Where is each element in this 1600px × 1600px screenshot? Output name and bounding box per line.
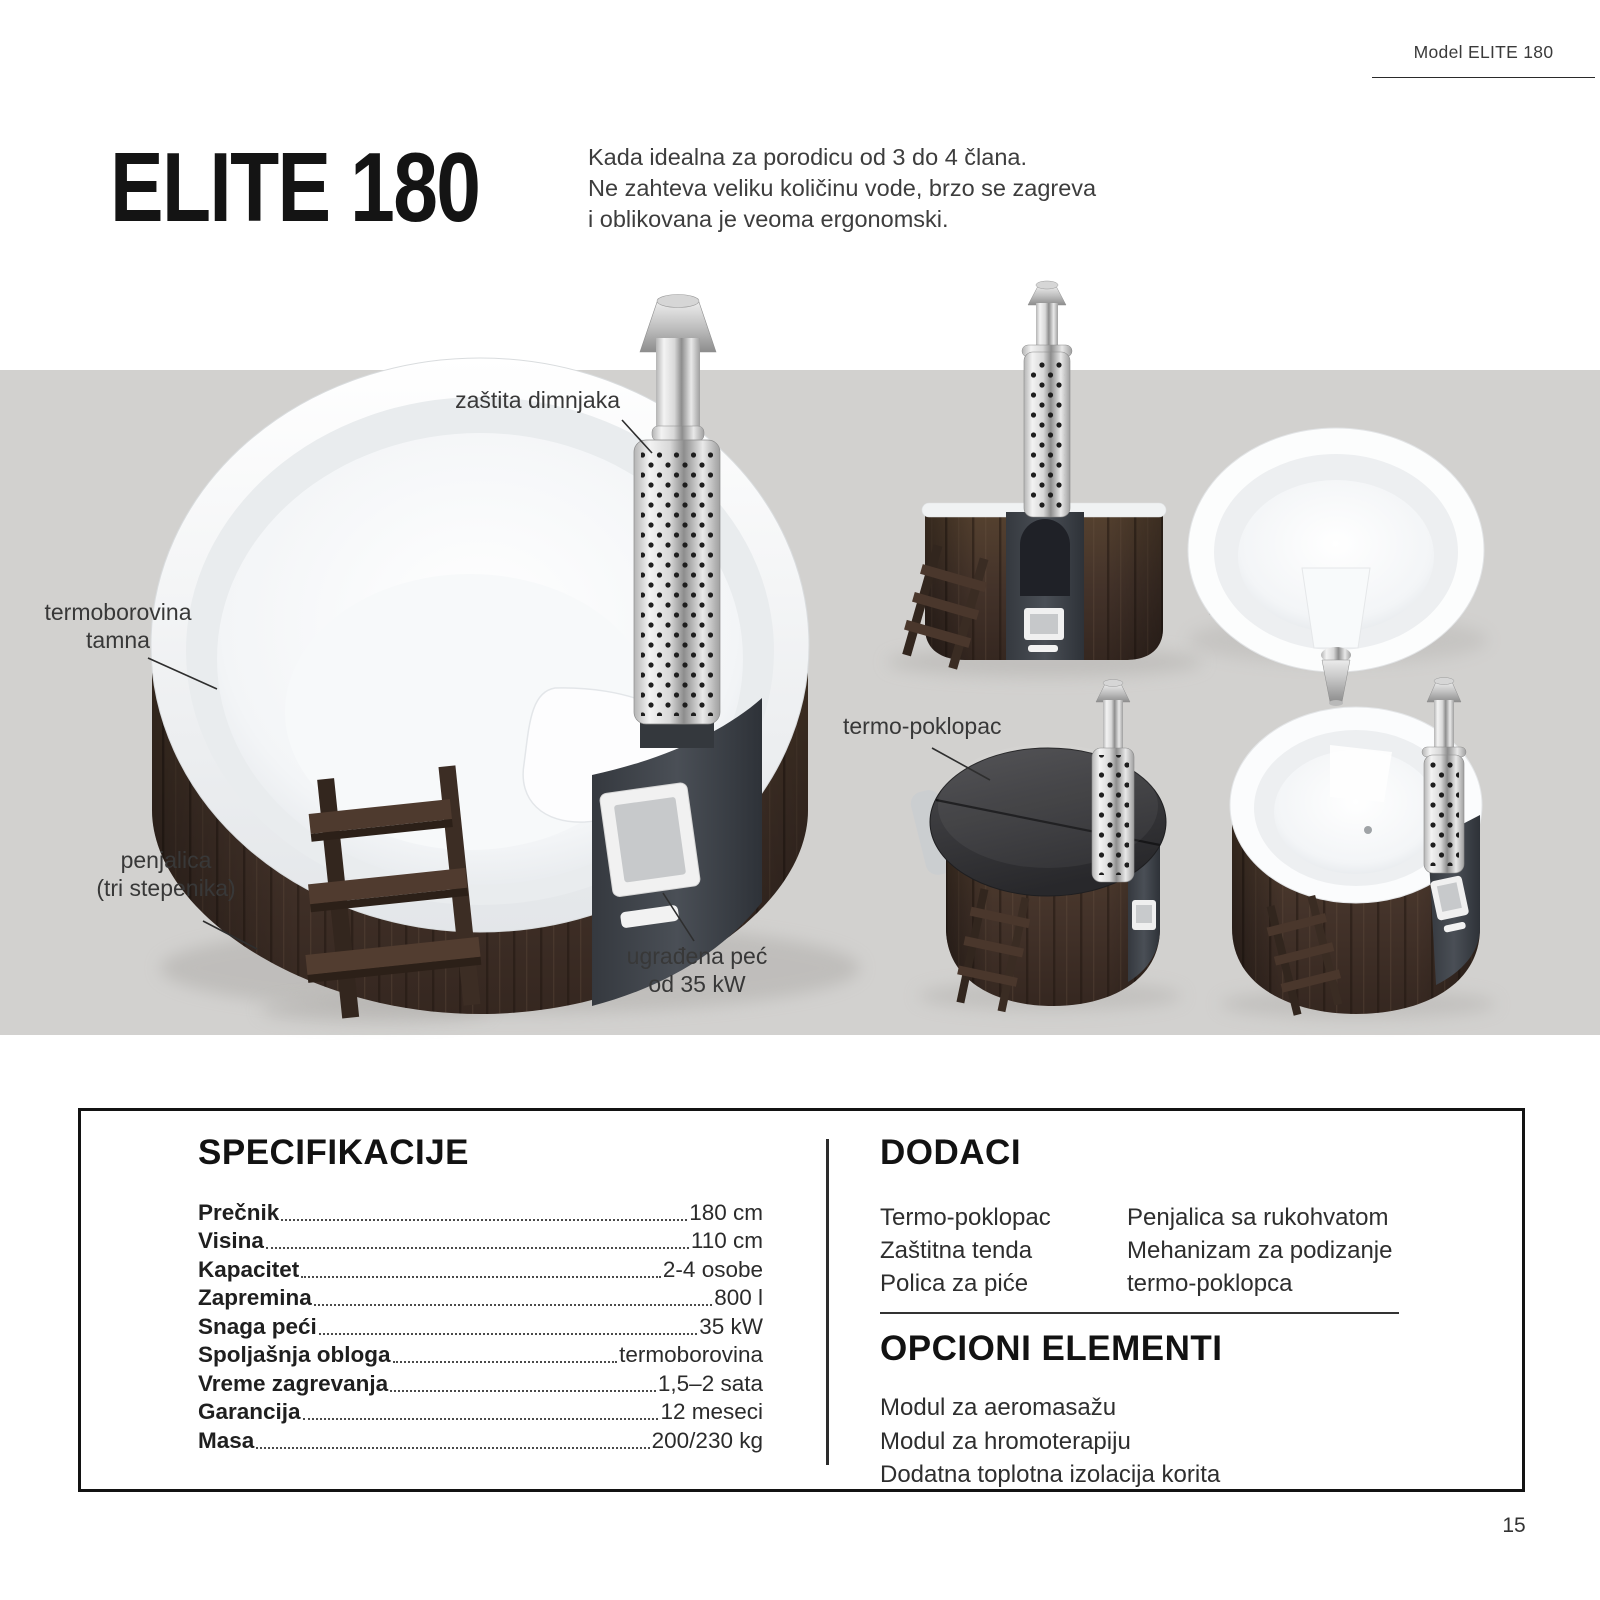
callout-cladding-line2: tamna — [86, 627, 150, 653]
spec-leader-dots — [319, 1333, 697, 1335]
callout-chimney-guard-label: zaštita dimnjaka — [455, 387, 620, 413]
spec-leader-dots — [281, 1219, 687, 1221]
product-illustration — [0, 278, 1600, 1040]
spec-label: Prečnik — [198, 1199, 280, 1225]
callout-thermo-cover-label: termo-poklopac — [843, 713, 1002, 739]
table-row — [198, 1283, 763, 1312]
description-line: Ne zahteva veliku količinu vode, brzo se zagreva — [588, 175, 1097, 201]
open-chimney — [1422, 678, 1466, 874]
accessories-column-2 — [1127, 1201, 1393, 1300]
accessories-rule — [880, 1312, 1399, 1314]
spec-value: 110 cm — [690, 1228, 763, 1253]
spec-label: Zapremina — [198, 1285, 312, 1310]
description-line: i oblikovana je veoma ergonomski. — [588, 206, 949, 232]
top-view-figure — [1188, 428, 1484, 706]
list-item: Penjalica sa rukohvatom — [1127, 1204, 1389, 1231]
spec-value: 200/230 kg — [651, 1427, 763, 1453]
table-row — [198, 1425, 763, 1454]
header-rule — [1372, 77, 1595, 78]
side-stove-arch — [1020, 519, 1070, 596]
list-item: Modul za aeromasažu — [880, 1394, 1117, 1421]
open-tub-figure — [1230, 678, 1482, 1017]
section-divider — [826, 1139, 829, 1465]
header-model-label: Model ELITE 180 — [1413, 42, 1554, 62]
callout-ladder-label — [50, 846, 282, 902]
callout-ladder-line2: (tri stepenika) — [96, 875, 236, 901]
accessories-column-1 — [880, 1201, 1127, 1300]
spec-label: Visina — [198, 1228, 264, 1253]
spec-box — [78, 1108, 1525, 1492]
list-item: Polica za piće — [880, 1270, 1029, 1297]
description-line: Kada idealna za porodicu od 3 do 4 člana. — [588, 144, 1027, 170]
spec-leader-dots — [303, 1418, 659, 1420]
optional-elements-list — [880, 1391, 1220, 1492]
table-row — [198, 1368, 763, 1397]
covered-chimney — [1092, 680, 1134, 883]
table-row — [198, 1397, 763, 1426]
table-row — [198, 1340, 763, 1369]
spec-label: Masa — [198, 1427, 255, 1453]
list-item: termo-poklopca — [1127, 1270, 1293, 1297]
spec-label: Kapacitet — [198, 1256, 300, 1282]
table-row — [198, 1254, 763, 1283]
side-view-figure — [897, 281, 1166, 671]
spec-value: 2-4 osobe — [662, 1256, 763, 1282]
specifications-heading: SPECIFIKACIJE — [198, 1133, 469, 1172]
callout-cladding-label — [26, 598, 210, 654]
spec-leader-dots — [301, 1276, 661, 1278]
side-chimney — [1022, 281, 1072, 517]
accessories-list — [880, 1201, 1393, 1300]
spec-label: Snaga peći — [198, 1313, 317, 1339]
spec-leader-dots — [393, 1361, 618, 1363]
top-view-burner — [1321, 647, 1351, 706]
spec-leader-dots — [266, 1247, 689, 1249]
list-item: Mehanizam za podizanje — [1127, 1237, 1393, 1264]
list-item: Modul za hromoterapiju — [880, 1427, 1131, 1455]
spec-label: Spoljašnja obloga — [198, 1342, 391, 1367]
spec-label: Vreme zagrevanja — [198, 1370, 389, 1396]
spec-value: 35 kW — [699, 1313, 763, 1339]
open-tub-seat — [1330, 745, 1392, 802]
spec-value: 180 cm — [689, 1199, 763, 1225]
table-row — [198, 1226, 763, 1255]
callout-ladder-line1: penjalica — [120, 847, 212, 873]
accessories-heading: DODACI — [880, 1133, 1022, 1172]
spec-label: Garancija — [198, 1399, 301, 1424]
spec-value: 1,5–2 sata — [657, 1370, 763, 1396]
page-number: 15 — [1502, 1514, 1526, 1537]
spec-value: 800 l — [714, 1285, 763, 1310]
spec-list — [198, 1197, 763, 1454]
table-row — [198, 1197, 763, 1226]
spec-leader-dots — [314, 1304, 712, 1306]
table-row — [198, 1311, 763, 1340]
product-description — [588, 142, 1096, 235]
list-item: Zaštitna tenda — [880, 1237, 1033, 1264]
spec-leader-dots — [256, 1447, 649, 1449]
spec-leader-dots — [390, 1390, 656, 1392]
list-item: Dodatna toplotna izolacija korita — [880, 1461, 1221, 1488]
chimney — [634, 295, 720, 749]
callout-cladding-line1: termoborovina — [44, 599, 192, 625]
top-view-seat — [1302, 568, 1370, 648]
page-title: ELITE 180 — [110, 132, 480, 242]
callout-stove-label — [586, 942, 808, 998]
callout-stove-line2: od 35 kW — [648, 971, 746, 997]
optional-elements-heading: OPCIONI ELEMENTI — [880, 1329, 1223, 1368]
callout-stove-line1: ugrađena peć — [626, 943, 768, 969]
spec-value: termoborovina — [619, 1342, 763, 1367]
spec-value: 12 meseci — [660, 1399, 763, 1424]
list-item: Termo-poklopac — [880, 1204, 1051, 1231]
